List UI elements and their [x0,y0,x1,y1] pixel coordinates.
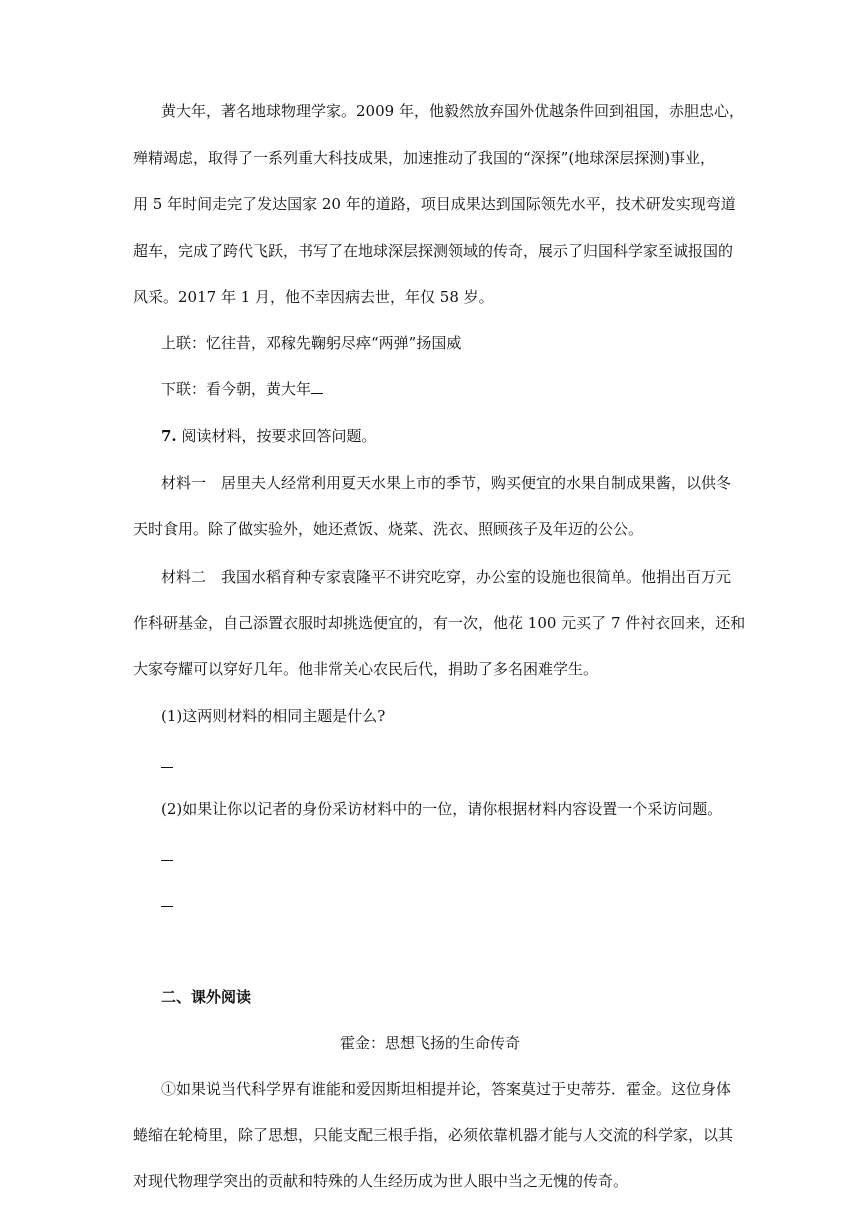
section-heading: 二、课外阅读 [161,988,252,1006]
article-title: 霍金：思想飞扬的生命传奇 [339,1034,520,1052]
answer-line-2[interactable] [161,846,173,866]
answer-blank-3[interactable] [161,892,173,907]
answer-line-3[interactable] [161,892,173,912]
intro-line-2: 殚精竭虑，取得了一系列重大科技成果，加速推动了我国的“深探”(地球深层探测)事业， [133,149,716,167]
article-line-2: 蜷缩在轮椅里，除了思想，只能支配三根手指，必须依靠机器才能与人交流的科学家，以其 [133,1126,734,1144]
sub-question-2: (2)如果让你以记者的身份采访材料中的一位，请你根据材料内容设置一个采访问题。 [161,800,723,818]
question-number: 7. [161,427,177,445]
intro-line-5: 风采。2017 年 1 月，他不幸因病去世，年仅 58 岁。 [133,288,494,306]
intro-line-3: 用 5 年时间走完了发达国家 20 年的道路，项目成果达到国际领先水平，技术研发实现弯道 [133,195,736,213]
material-2-line-2: 作科研基金，自己添置衣服时却挑选便宜的，有一次，他花 100 元买了 7 件衬衣回来，还和 [133,614,746,632]
answer-line-1[interactable] [161,753,173,773]
material-1-line-1: 材料一 居里夫人经常利用夏天水果上市的季节，购买便宜的水果自制成果酱，以供冬 [161,474,732,492]
couplet-lower: 下联：看今朝，黄大年 [161,380,312,398]
intro-line-1: 黄大年，著名地球物理学家。2009 年，他毅然放弃国外优越条件回到祖国，赤胆忠心， [161,102,744,120]
couplet-lower-row [161,379,323,399]
material-2-line-1: 材料二 我国水稻育种专家袁隆平不讲究吃穿，办公室的设施也很简单。他捐出百万元 [161,568,732,586]
intro-line-4: 超车，完成了跨代飞跃，书写了在地球深层探测领域的传奇，展示了归国科学家至诚报国的 [133,242,734,260]
couplet-upper: 上联：忆往昔，邓稼先鞠躬尽瘁“两弹”扬国威 [161,334,462,352]
answer-blank-2[interactable] [161,846,173,861]
sub-question-1: (1)这两则材料的相同主题是什么? [161,707,386,725]
material-1-line-2: 天时食用。除了做实验外，她还煮饭、烧菜、洗衣、照顾孩子及年迈的公公。 [133,520,644,538]
material-2-line-3: 大家夸耀可以穿好几年。他非常关心农民后代，捐助了多名困难学生。 [133,660,599,678]
answer-blank-1[interactable] [161,753,173,768]
article-line-1: ①如果说当代科学界有谁能和爱因斯坦相提并论，答案莫过于史蒂芬．霍金。这位身体 [161,1080,732,1098]
question-7-header [161,426,376,446]
question-prompt: 阅读材料，按要求回答问题。 [181,427,377,445]
answer-blank[interactable] [311,379,323,394]
article-line-3: 对现代物理学突出的贡献和特殊的人生经历成为世人眼中当之无愧的传奇。 [133,1172,629,1190]
